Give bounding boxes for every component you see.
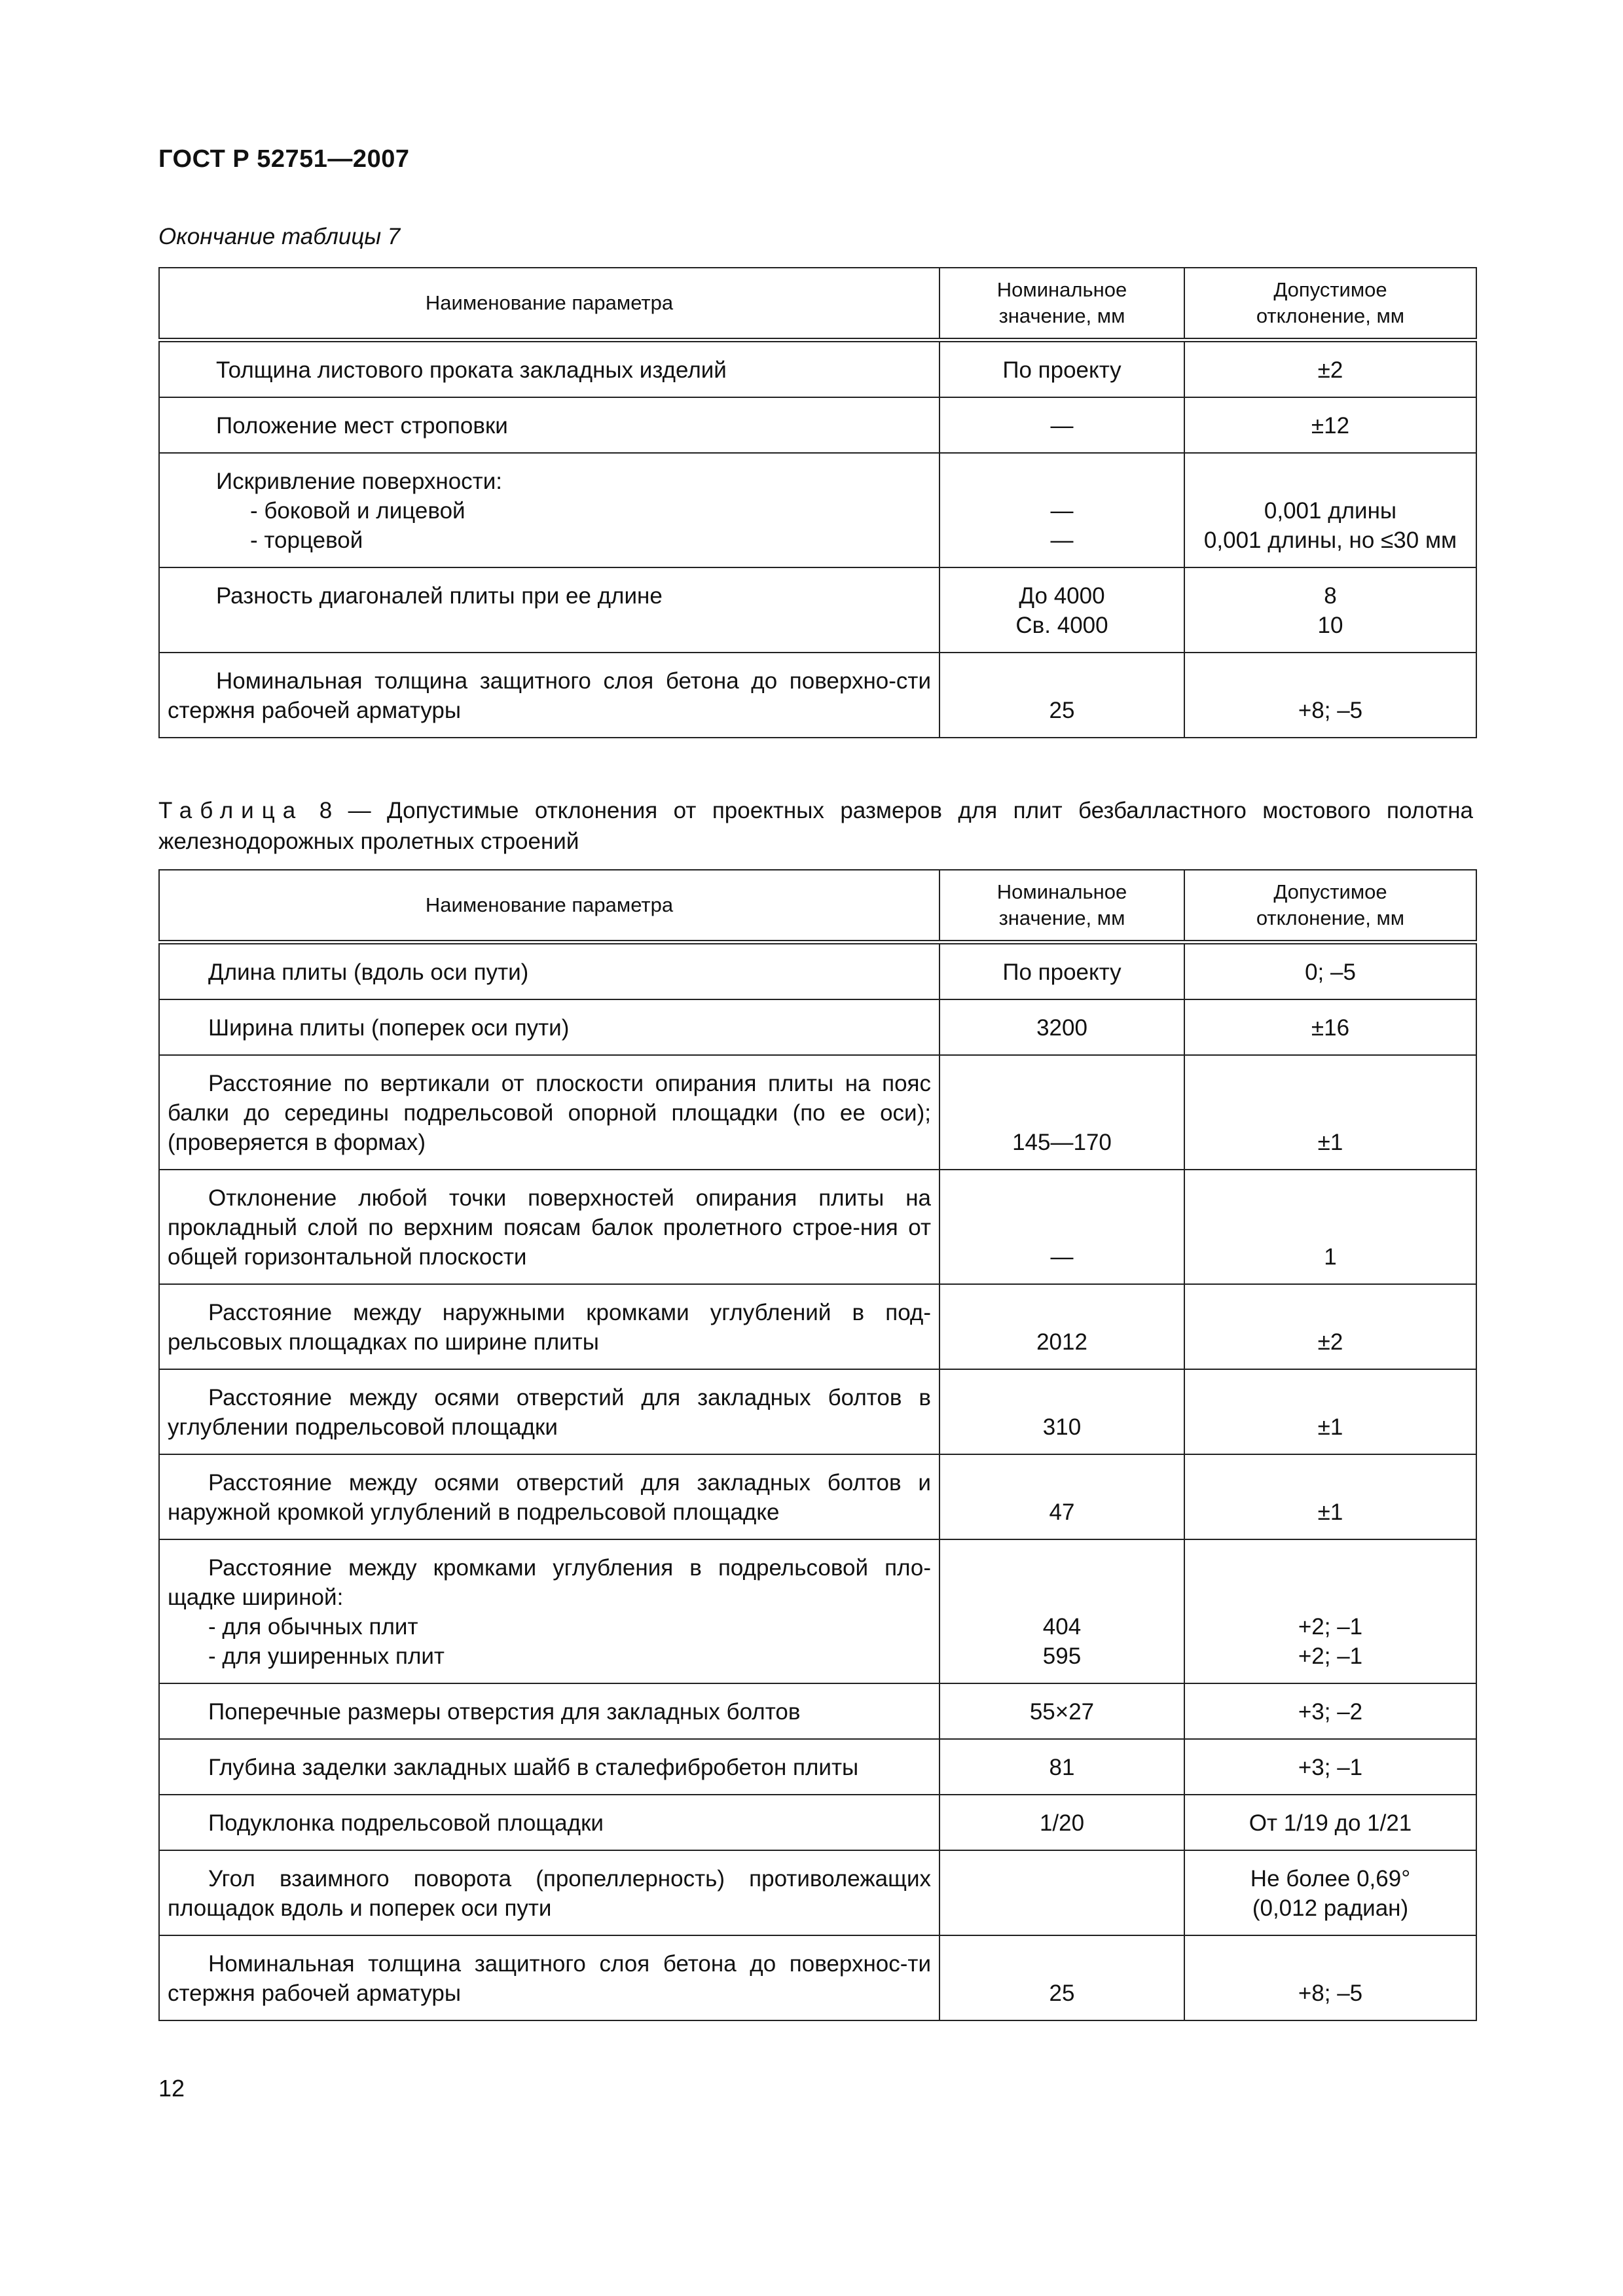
- tolerance-value: ±2: [1184, 340, 1476, 398]
- header-nominal-line-1: Номинальное: [996, 278, 1127, 301]
- table-row: [159, 1284, 1476, 1369]
- nominal-value: По проекту: [939, 340, 1184, 398]
- parameter-name: Угол взаимного поворота (пропеллерность) противолежащих площадок вдоль и поперек оси пути: [159, 1850, 939, 1935]
- standard-designation: ГОСТ Р 52751—2007: [158, 145, 410, 173]
- table-8-caption-label: Таблица: [158, 798, 304, 823]
- parameter-sub-item: - боковой и лицевой: [250, 498, 465, 524]
- table-7-caption: Окончание таблицы 7: [158, 224, 401, 249]
- header-tolerance-line-1: Допустимое: [1273, 880, 1387, 903]
- nominal-value: 25: [939, 1935, 1184, 2020]
- tolerance-sub-value: (0,012 радиан): [1252, 1895, 1409, 1921]
- tolerance-value: От 1/19 до 1/21: [1184, 1795, 1476, 1850]
- table-row: [159, 1369, 1476, 1454]
- tolerance-value: +3; –2: [1184, 1683, 1476, 1739]
- parameter-name: Расстояние между осями отверстий для закладных болтов в углублении подрельсовой площадки: [159, 1369, 939, 1454]
- table-row: [159, 397, 1476, 453]
- table-row: [159, 999, 1476, 1055]
- table-row: [159, 567, 1476, 653]
- parameter-name: [159, 1539, 939, 1683]
- tolerance-value: ±2: [1184, 1284, 1476, 1369]
- parameter-name: Разность диагоналей плиты при ее длине: [159, 567, 939, 653]
- tolerance-value: [1184, 1539, 1476, 1683]
- nominal-value: 310: [939, 1369, 1184, 1454]
- nominal-value: [939, 567, 1184, 653]
- header-nominal-line-2: значение, мм: [998, 304, 1125, 327]
- tolerance-sub-value: +2; –1: [1298, 1614, 1363, 1640]
- parameter-sub-item: - для обычных плит: [208, 1614, 418, 1640]
- tolerance-sub-value: 0,001 длины: [1264, 498, 1397, 524]
- header-tolerance: [1184, 268, 1476, 340]
- header-tolerance-line-1: Допустимое: [1273, 278, 1387, 301]
- nominal-sub-value: До 4000: [1019, 583, 1105, 609]
- table-row: [159, 1170, 1476, 1284]
- table-row: [159, 340, 1476, 398]
- parameter-name: Подуклонка подрельсовой площадки: [159, 1795, 939, 1850]
- header-nominal-line-2: значение, мм: [998, 906, 1125, 929]
- header-parameter-name: Наименование параметра: [159, 870, 939, 942]
- nominal-value: 55×27: [939, 1683, 1184, 1739]
- nominal-value: 47: [939, 1454, 1184, 1539]
- table-8-caption: [158, 795, 1473, 857]
- nominal-sub-value: —: [1050, 498, 1074, 524]
- parameter-name: Поперечные размеры отверстия для закладных болтов: [159, 1683, 939, 1739]
- nominal-sub-value: —: [1050, 528, 1074, 553]
- nominal-value: 81: [939, 1739, 1184, 1795]
- parameter-name: Номинальная толщина защитного слоя бетона до поверхнос-ти стержня рабочей арматуры: [159, 1935, 939, 2020]
- table-row: [159, 653, 1476, 738]
- tolerance-value: +8; –5: [1184, 1935, 1476, 2020]
- table-row: [159, 1683, 1476, 1739]
- header-tolerance: [1184, 870, 1476, 942]
- parameter-name: Толщина листового проката закладных изделий: [159, 340, 939, 398]
- parameter-name: Отклонение любой точки поверхностей опирания плиты на прокладный слой по верхним поясам балок пролетного строе-ния от общей горизонтальной плоскости: [159, 1170, 939, 1284]
- table-7: [158, 267, 1477, 738]
- nominal-sub-value: Св. 4000: [1015, 613, 1108, 638]
- tolerance-value: ±1: [1184, 1055, 1476, 1170]
- parameter-name: [159, 453, 939, 567]
- parameter-sub-item: - для уширенных плит: [208, 1643, 445, 1669]
- nominal-value: 145—170: [939, 1055, 1184, 1170]
- table-header-row: [159, 870, 1476, 942]
- parameter-name: Глубина заделки закладных шайб в сталефибробетон плиты: [159, 1739, 939, 1795]
- nominal-value: 1/20: [939, 1795, 1184, 1850]
- nominal-sub-value: 404: [1042, 1614, 1082, 1640]
- table-row: [159, 1055, 1476, 1170]
- header-tolerance-line-2: отклонение, мм: [1256, 304, 1405, 327]
- parameter-name: Положение мест строповки: [159, 397, 939, 453]
- parameter-name: Расстояние между наружными кромками углублений в под-рельсовых площадках по ширине плиты: [159, 1284, 939, 1369]
- nominal-value: 3200: [939, 999, 1184, 1055]
- parameter-name: Номинальная толщина защитного слоя бетона до поверхно-сти стержня рабочей арматуры: [159, 653, 939, 738]
- parameter-name: Ширина плиты (поперек оси пути): [159, 999, 939, 1055]
- parameter-name: Расстояние по вертикали от плоскости опирания плиты на пояс балки до середины подрельсовой опорной площадки (по ее оси); (проверяется в формах): [159, 1055, 939, 1170]
- parameter-sub-item: - торцевой: [250, 528, 363, 553]
- table-row: [159, 1454, 1476, 1539]
- parameter-name: Расстояние между осями отверстий для закладных болтов и наружной кромкой углублений в подрельсовой площадке: [159, 1454, 939, 1539]
- tolerance-value: 1: [1184, 1170, 1476, 1284]
- parameter-name-main: Расстояние между кромками углубления в подрельсовой пло-щадке шириной:: [168, 1555, 931, 1610]
- table-8: [158, 869, 1477, 2021]
- tolerance-value: +3; –1: [1184, 1739, 1476, 1795]
- tolerance-value: [1184, 453, 1476, 567]
- nominal-value: [939, 1539, 1184, 1683]
- nominal-value: По проекту: [939, 942, 1184, 1000]
- nominal-value: —: [939, 397, 1184, 453]
- tolerance-value: ±12: [1184, 397, 1476, 453]
- tolerance-sub-value: Не более 0,69°: [1250, 1866, 1411, 1892]
- parameter-name: Длина плиты (вдоль оси пути): [159, 942, 939, 1000]
- tolerance-value: ±1: [1184, 1454, 1476, 1539]
- tolerance-value: ±16: [1184, 999, 1476, 1055]
- table-row: [159, 1850, 1476, 1935]
- tolerance-value: [1184, 1850, 1476, 1935]
- tolerance-sub-value: 0,001 длины, но ≤30 мм: [1203, 528, 1457, 553]
- table-row: [159, 942, 1476, 1000]
- table-row: [159, 453, 1476, 567]
- tolerance-sub-value: 8: [1324, 583, 1337, 609]
- nominal-value: 2012: [939, 1284, 1184, 1369]
- tolerance-sub-value: 10: [1317, 613, 1343, 638]
- table-row: [159, 1739, 1476, 1795]
- tolerance-value: ±1: [1184, 1369, 1476, 1454]
- nominal-sub-value: 595: [1042, 1643, 1082, 1669]
- header-nominal-value: [939, 268, 1184, 340]
- header-parameter-name: Наименование параметра: [159, 268, 939, 340]
- header-nominal-line-1: Номинальное: [996, 880, 1127, 903]
- table-header-row: [159, 268, 1476, 340]
- header-nominal-value: [939, 870, 1184, 942]
- table-8-caption-text: 8 — Допустимые отклонения от проектных размеров для плит безбалластного мостового полотна железнодорожных пролетных строений: [158, 798, 1473, 854]
- nominal-value: —: [939, 1170, 1184, 1284]
- table-row: [159, 1795, 1476, 1850]
- table-row: [159, 1539, 1476, 1683]
- parameter-name-main: Искривление поверхности:: [216, 469, 502, 494]
- nominal-value: [939, 453, 1184, 567]
- table-row: [159, 1935, 1476, 2020]
- tolerance-sub-value: +2; –1: [1298, 1643, 1363, 1669]
- tolerance-value: 0; –5: [1184, 942, 1476, 1000]
- nominal-value: 25: [939, 653, 1184, 738]
- tolerance-value: [1184, 567, 1476, 653]
- header-tolerance-line-2: отклонение, мм: [1256, 906, 1405, 929]
- tolerance-value: +8; –5: [1184, 653, 1476, 738]
- nominal-value: [939, 1850, 1184, 1935]
- page-number: 12: [158, 2075, 185, 2102]
